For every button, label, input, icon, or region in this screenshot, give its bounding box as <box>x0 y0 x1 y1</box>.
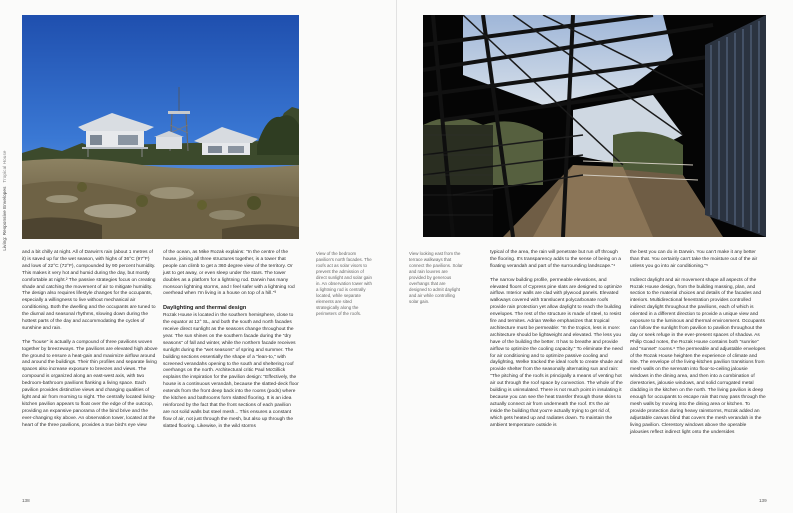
left-page <box>0 0 396 513</box>
column-3-paragraph-1: typical of the area, the rain will penetrate but run off through the flooring. It's transparency adds to the sense of being on a floating verandah and part of the surrounding landscape."⁴ <box>490 250 621 269</box>
running-head-title: Living: Responsive Envelopes <box>2 186 7 251</box>
right-page <box>397 0 793 513</box>
column-2-paragraph-1: of the ocean, as Mike Rozak explains: "In the centre of the house, joining all three structures together, is a tower that people can climb to get a 360 degree view of the territory. Or just to get away, or even sleep under the stars. The tower doubles as a platform for a lightning rod. Darwin has many monsoon lightning storms, and I feel safer with a lightning rod overhead when I'm living in a house on top of a hill."³ <box>163 250 295 297</box>
text-column-4 <box>630 250 766 443</box>
column-3-paragraph-2: The narrow building profile, permeable elevations, and elevated floors of Cypress pine slats are designed to optimize airflow. Interior walls are clad with plywood panels. Elevated walkways covered with translucent polycarbonate roofs provide rain protection yet allow daylight to reach the building envelopes. The rest of the structure is made of steel, to resist fire and termites. Adrian Welke emphasizes that tropical architecture must be permeable: "In the tropics, less is more: architecture should be lightweight and elevated. The less you have of the building the better. It has to breathe and provide airflow to optimize the cooling capacity." To eliminate the need for air conditioning and to optimize passive cooling and daylighting, Welke tracked the ideal roofs to create shade and provide shelter from the seasonally alternating sun and rain: "The pitching of the roofs is principally a means of venting hot air out through the roof space by convection. The whole of the building is uninsulated. There is not much point in insulating it because you can see the heat transfer through those skins to actually connect air from underneath the roof. It's the air inside the building that you're actually trying to get rid of, which gets heated up and radiates down. To maintain the ambient temperature outside is <box>490 277 623 428</box>
left-photo-caption: View of the bedroom pavilion's north facades. The roofs act as solar visors to prevent the admission of direct sunlight and solar gain in. An observation tower with a lightning rod is centrally located, while separate elements are sited strategically along the perimeters of the roofs. <box>316 251 372 316</box>
column-4-paragraph-2: Indirect daylight and air movement shape all aspects of the Rozak House design, from the building massing, plan, and section to the material choices and details of the facades and interiors. Multidirectional fenestration provides controlled indirect daylight throughout the pavilions, each of which is oriented in a different direction to provide a unique view and exposure to the luminous and thermal environment. Occupants can follow the sunlight from pavilion to pavilion throughout the day or seek refuge in the ever-present spaces of shadow. As Philip Goad notes, the Rozak House contains both "sunrise" and "sunset" rooms.⁶ The permeable and adjustable envelopes of the Rozak House heighten the experience of climate and site. The envelope of the living-kitchen pavilion transitions from mesh walls on the serenatn into floor-to-ceiling jalousie windows in the dining area, and then into a combination of clerestories, jalousie windows, and solid corrugated metal cladding in the kitchen on the north. The living pavilion is deep enough for occupants to escape rain that may pass through the mesh walls by moving into the dining area or kitchen. To provide protection during heavy rainstorms, Rozak added an adjustable canvas blind that covers the mesh verandah in the living pavilion. Clerestory windows above the operable jalousies reflect indirect light onto the undersides <box>630 277 766 435</box>
pavilions-on-outcrop-photo <box>22 15 299 239</box>
section-heading: Daylighting and thermal design <box>163 305 247 312</box>
column-1-paragraph-1: and a bit chilly at night. All of Darwin's rain (about 1 metres of it) is saved up for the wet season, with highs of 36°C (97°F) and lows of 22°C (72°F), compounded by 90 percent humidity. This makes it very hot and humid during the day, but mostly comfortable at night.² The passive strategies focus on creating shade and catching the movement of air to mitigate humidity. The design also requires lifestyle changes for the occupants, especially a willingness to live without mechanical air conditioning. Both the dwelling and the occupants are tuned to the diurnal and seasonal rhythms, slowing down during the hottest parts of the day and accommodating the cycles of sunshine and rain. <box>22 250 156 331</box>
text-column-3 <box>490 250 623 436</box>
verandah-structure-photo <box>423 15 766 237</box>
text-column-1 <box>22 250 158 436</box>
folio-left: 138 <box>22 498 30 503</box>
column-1-paragraph-2: The "house" is actually a compound of three pavilions woven together by breezeways. The pavilions are elevated high above the ground to ensure a heat-gain and maximize airflow around and around the buildings. Their thin profiles and separate living spaces also increase exposure to breezes and views. The compound is organized along an east-west axis, with two bedroom-bathroom pavilions flanking a living space. Each pavilion provides distinctive views and changing qualities of light and air from morning to night. The centrally located living-kitchen pavilion appears to float over the edge of the outcrop, providing an expansive panorama of the bind brive and the ever-changing sky above. An observation tower, located at the heart of the three pavilions, provides a true bird's eye view <box>22 339 158 428</box>
column-2-paragraph-2: Rozak House is located in the southern hemisphere, close to the equator at 12° SL, and both the south and north facades receive direct sunlight as the seasons change throughout the year. The sun shines on the southern facade during the "dry seasons" of fall and winter, while the northern facade receives sunlight during the "wet seasons" of spring and summer. The building sections essentially the shape of a "lean-to," with screened verandahs opening to the south and sheltering roof overhangs on the north. Architectural critic Paul McGillick explains the inspiration for the pavilion design: "Effectively, the house is a continuous verandah, because the slatted-deck floor extends from the front deep back into the rooms (pods) where the kitchen and bathrooms form slatted flooring. It is an idea reinforced by the fact that the front sections of each pavilion are not solid walls but steel mesh... This ensures a constant flow of air, not just through the mesh, but also up through the slatted flooring. Likewise, in the wild storms <box>163 313 299 429</box>
folio-right: 139 <box>759 498 767 503</box>
running-head <box>3 150 8 251</box>
column-4-paragraph-1: the best you can do in Darwin. You can't make it any better than that. You certainly can't take the moisture out of the air unless you go into air conditioning."⁵ <box>630 250 758 269</box>
right-photo-caption: View looking east from the terrace walkways that connect the pavilions. Solar and rain louvres are provided by generous overhangs that are designed to admit daylight and air while controlling solar gain. <box>409 251 463 304</box>
running-head-subtitle: Tropical House <box>2 150 7 183</box>
text-column-2 <box>163 250 299 438</box>
